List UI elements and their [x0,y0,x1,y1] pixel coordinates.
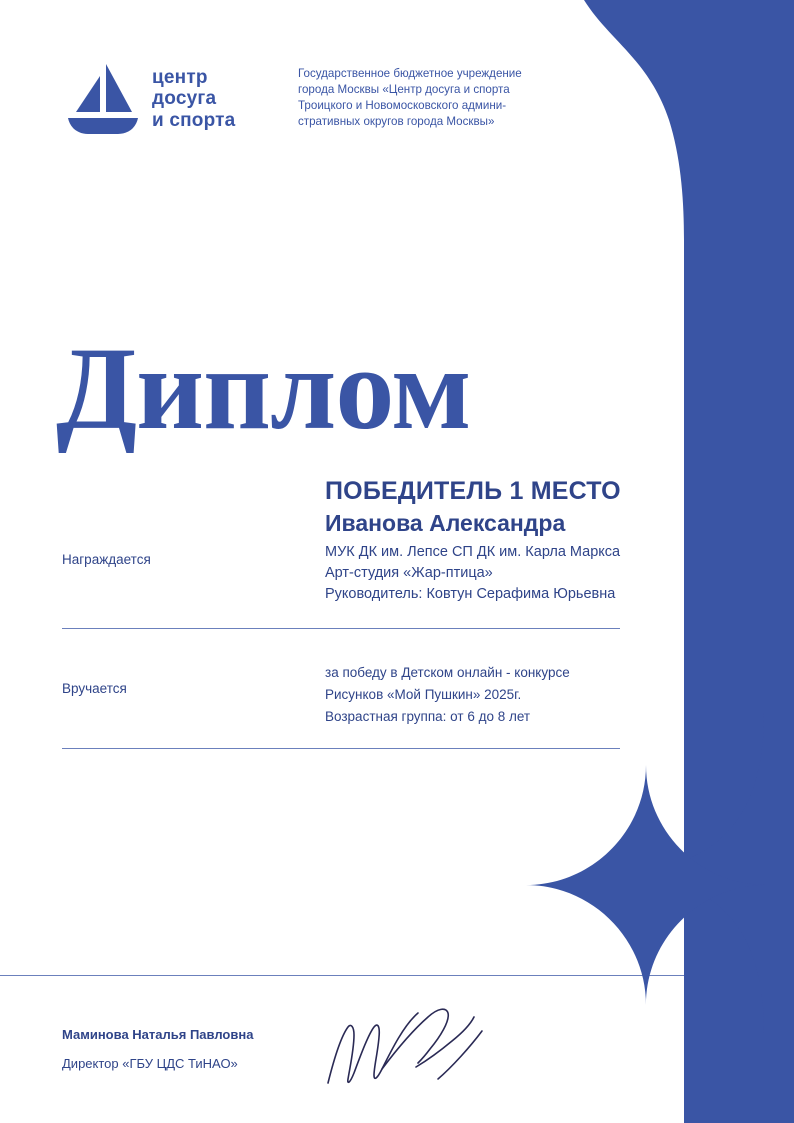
award-detail-3: Руководитель: Ковтун Серафима Юрьевна [325,585,616,602]
organization-line-2: города Москвы «Центр досуга и спорта [298,82,510,96]
logo-wordmark [152,67,235,131]
logo-line-3: и спорта [152,109,236,131]
sail-boat-logo-icon [62,62,140,136]
awarded-label: Награждается [62,552,151,567]
award-detail-1: МУК ДК им. Лепсе СП ДК им. Карла Маркса [325,543,621,560]
organization-line-3: Троицкого и Новомосковского админи- [298,98,507,112]
award-place: ПОБЕДИТЕЛЬ 1 МЕСТО [325,477,621,505]
recipient-name: Иванова Александра [325,509,566,536]
award-detail-2: Арт-студия «Жар-птица» [325,564,493,581]
organization-line-1: Государственное бюджетное учреждение [298,67,522,80]
footer-divider [0,975,684,976]
reason-line-3: Возрастная группа: от 6 до 8 лет [325,708,531,724]
divider-1 [62,628,620,629]
organization-logo [62,62,240,136]
document-header [62,62,644,136]
organization-name [298,62,522,130]
award-details [325,542,625,605]
signer-role: Директор «ГБУ ЦДС ТиНАО» [62,1056,238,1071]
decorative-top-curve-icon [564,0,684,300]
reason-line-1: за победу в Детском онлайн - конкурсе [325,665,570,680]
award-block [325,478,625,605]
given-label: Вручается [62,681,127,696]
handwritten-signature-icon [320,1005,510,1100]
award-reason [325,662,625,728]
divider-2 [62,748,620,749]
signer-name: Маминова Наталья Павловна [62,1027,254,1042]
logo-line-2: досуга [152,88,217,110]
page-title: Диплом [56,323,471,454]
decorative-four-point-star-icon [526,765,766,1005]
logo-line-1: центр [152,67,208,89]
organization-line-4: стративных округов города Москвы» [298,114,495,128]
reason-line-2: Рисунков «Мой Пушкин» 2025г. [325,686,522,702]
